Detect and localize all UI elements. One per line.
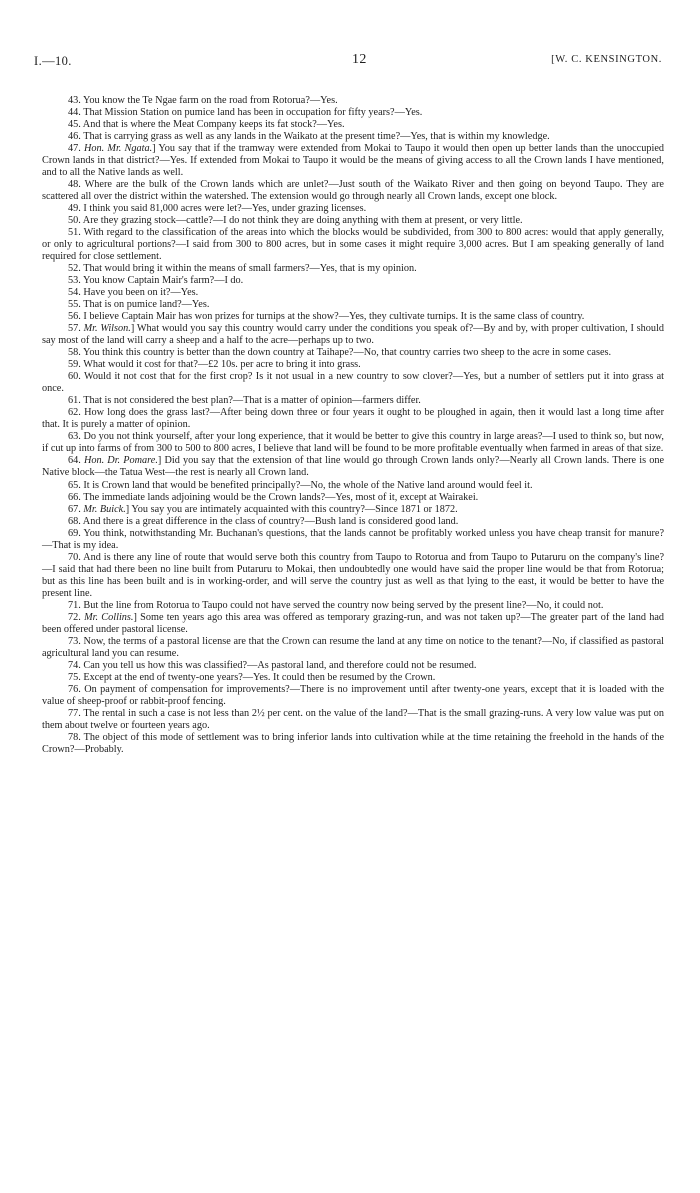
question-paragraph	[42, 359, 664, 371]
question-paragraph	[42, 131, 664, 143]
question-paragraph	[42, 287, 664, 299]
question-answer-text: ] You say you are intimately acquainted with this country?—Since 1871 or 1872.	[125, 503, 458, 515]
question-paragraph	[42, 119, 664, 131]
question-paragraph	[42, 95, 664, 107]
question-answer-text: ] What would you say this country would carry under the conditions you speak of?—By and by, with proper cultivation, I should say most of the land will carry a sheep and a half to the acre—perhaps up to two.	[42, 323, 664, 347]
question-answer-text: 44. That Mission Station on pumice land has been in occupation for fifty years?—Yes.	[68, 107, 423, 119]
question-paragraph	[42, 672, 664, 684]
question-answer-text: ] You say that if the tramway were extended from Mokai to Taupo it would then open up better lands than the unoccupied Crown lands in that district?—Yes. If extended from Mokai to Taupo it would be the means of giving access to all the Crown lands I have mentioned, and to all the Native lands as well.	[42, 143, 664, 179]
question-answer-text: 68. And there is a great difference in the class of country?—Bush land is considered good land.	[68, 515, 459, 527]
question-answer-text: 51. With regard to the classification of the areas into which the blocks would be subdivided, from 300 to 800 acres: would that apply generally, or only to agricultural portions?—I said from 300 to 800 acres, but in some cases it might require 3,000 acres. But I am speaking generally of land required for close settlement.	[42, 227, 664, 263]
question-paragraph	[42, 480, 664, 492]
question-answer-text: 61. That is not considered the best plan?—That is a matter of opinion—farmers differ.	[68, 395, 421, 407]
question-answer-text: 63. Do you not think yourself, after your long experience, that it would be better to give this country in large areas?—I used to think so, but now, if cut up into farms of from 300 to 500 to 800 acres, I believe that land will be found to be more profitable eventually when farmed in areas of that size.	[42, 431, 664, 455]
question-paragraph	[42, 179, 664, 203]
speaker-name: Mr. Buick.	[83, 503, 126, 515]
question-paragraph	[42, 323, 664, 347]
question-number: 47.	[68, 143, 84, 155]
question-answer-text: 46. That is carrying grass as well as any lands in the Waikato at the present time?—Yes, that is within my knowledge.	[68, 131, 550, 143]
question-answer-text: 78. The object of this mode of settlement was to bring inferior lands into cultivation while at the time retaining the freehold in the hands of the Crown?—Probably.	[42, 731, 664, 755]
question-number: 57.	[68, 323, 84, 335]
question-paragraph	[42, 311, 664, 323]
question-answer-text: 49. I think you said 81,000 acres were let?—Yes, under grazing licenses.	[68, 203, 367, 215]
speaker-name: Mr. Collins.	[84, 611, 134, 623]
speaker-name: Mr. Wilson.	[83, 323, 131, 335]
question-answer-text: 50. Are they grazing stock—cattle?—I do not think they are doing anything with them at present, or very little.	[68, 215, 523, 227]
speaker-name: Hon. Dr. Pomare.	[83, 455, 158, 467]
question-answer-text: 73. Now, the terms of a pastoral license are that the Crown can resume the land at any time on notice to the tenant?—No, if classified as pastoral agricultural land you can resume.	[42, 635, 664, 659]
question-paragraph	[42, 107, 664, 119]
question-answer-text: ] Did you say that the extension of that line would go through Crown lands only?—Nearly all Crown lands. There is one Native block—the Tatua West—the rest is nearly all Crown land.	[42, 455, 665, 479]
question-paragraph	[42, 528, 664, 552]
question-paragraph	[42, 371, 664, 395]
question-paragraph	[42, 660, 664, 672]
question-answer-text: 53. You know Captain Mair's farm?—I do.	[68, 275, 244, 287]
question-paragraph	[42, 455, 664, 479]
question-paragraph	[42, 263, 664, 275]
witness-name: [W. C. KENSINGTON.	[551, 54, 662, 65]
question-answer-text: 77. The rental in such a case is not less than 2½ per cent. on the value of the land?—That is the small grazing-runs. A very low value was put on them about twelve or fourteen years ago.	[42, 707, 664, 731]
question-paragraph	[42, 431, 664, 455]
question-paragraph	[42, 552, 664, 600]
question-paragraph	[42, 227, 664, 263]
speaker-name: Hon. Mr. Ngata.	[84, 143, 153, 155]
question-answer-text: 58. You think this country is better than the down country at Taihape?—No, that country carries two sheep to the acre in some cases.	[68, 347, 612, 359]
question-answer-text: 74. Can you tell us how this was classified?—As pastoral land, and therefore could not be resumed.	[68, 659, 477, 671]
evidence-text	[42, 95, 664, 756]
question-answer-text: 48. Where are the bulk of the Crown lands which are unlet?—Just south of the Waikato River and then going on beyond Taupo. They are scattered all over the district within the watershed. The extension would go through nearly all Crown lands, except one block.	[42, 179, 664, 203]
question-paragraph	[42, 708, 664, 732]
question-paragraph	[42, 600, 664, 612]
question-paragraph	[42, 516, 664, 528]
question-answer-text: 55. That is on pumice land?—Yes.	[68, 299, 210, 311]
question-answer-text: 69. You think, notwithstanding Mr. Buchanan's questions, that the lands cannot be profitably worked unless you have cheap transit for manure?—That is my idea.	[42, 527, 664, 551]
question-answer-text: 43. You know the Te Ngae farm on the road from Rotorua?—Yes.	[68, 95, 338, 106]
question-number: 72.	[68, 611, 85, 623]
question-answer-text: 76. On payment of compensation for improvements?—There is no improvement until after twenty-one years, except that it is loaded with the value of sheep-proof or rabbit-proof fencing.	[42, 683, 664, 707]
question-answer-text: 54. Have you been on it?—Yes.	[68, 287, 199, 299]
question-answer-text: 59. What would it cost for that?—£2 10s. per acre to bring it into grass.	[68, 359, 361, 371]
question-paragraph	[42, 203, 664, 215]
question-answer-text: 60. Would it not cost that for the first crop? Is it not usual in a new country to sow clover?—Yes, but a number of settlers put it into grass at once.	[42, 371, 664, 395]
question-answer-text: 71. But the line from Rotorua to Taupo could not have served the country now being served by the present line?—No, it could not.	[68, 599, 604, 611]
question-paragraph	[42, 395, 664, 407]
question-answer-text: 65. It is Crown land that would be benefited principally?—No, the whole of the Native land around would feel it.	[68, 479, 533, 491]
question-paragraph	[42, 636, 664, 660]
page-header	[34, 54, 662, 72]
question-answer-text: 70. And is there any line of route that would serve both this country from Taupo to Rotorua and from Taupo to Putaruru on the company's line?—I said that had there been no line built from Putaruru to Mokai, then undoubtedly one would have said the proper line would be that from Rotorua; but as this line has been built and is in working-order, and will serve the country just as well as that lying to the east, it would be better to have the present line.	[42, 551, 664, 599]
question-answer-text: ] Some ten years ago this area was offered as temporary grazing-run, and was not taken up?—The greater part of the land had been offered under pastoral license.	[42, 611, 665, 635]
question-paragraph	[42, 504, 664, 516]
question-answer-text: 45. And that is where the Meat Company keeps its fat stock?—Yes.	[68, 119, 345, 131]
question-paragraph	[42, 407, 664, 431]
page-number: 12	[352, 52, 367, 67]
question-paragraph	[42, 492, 664, 504]
question-paragraph	[42, 215, 664, 227]
question-paragraph	[42, 732, 664, 756]
question-paragraph	[42, 612, 664, 636]
paper-reference: I.—10.	[34, 54, 72, 68]
question-number: 64.	[68, 455, 84, 467]
question-answer-text: 62. How long does the grass last?—After being down three or four years it ought to be ploughed in again, then it would last a long time after that. It is purely a matter of opinion.	[42, 407, 664, 431]
question-number: 67.	[68, 503, 84, 515]
question-answer-text: 75. Except at the end of twenty-one years?—Yes. It could then be resumed by the Crown.	[68, 671, 436, 683]
question-paragraph	[42, 299, 664, 311]
question-answer-text: 66. The immediate lands adjoining would be the Crown lands?—Yes, most of it, except at Wairakei.	[68, 491, 479, 503]
question-answer-text: 56. I believe Captain Mair has won prizes for turnips at the show?—Yes, they cultivate turnips. It is the same class of country.	[68, 311, 585, 323]
question-paragraph	[42, 684, 664, 708]
question-paragraph	[42, 347, 664, 359]
question-paragraph	[42, 275, 664, 287]
question-paragraph	[42, 143, 664, 179]
question-answer-text: 52. That would bring it within the means of small farmers?—Yes, that is my opinion.	[68, 263, 417, 275]
